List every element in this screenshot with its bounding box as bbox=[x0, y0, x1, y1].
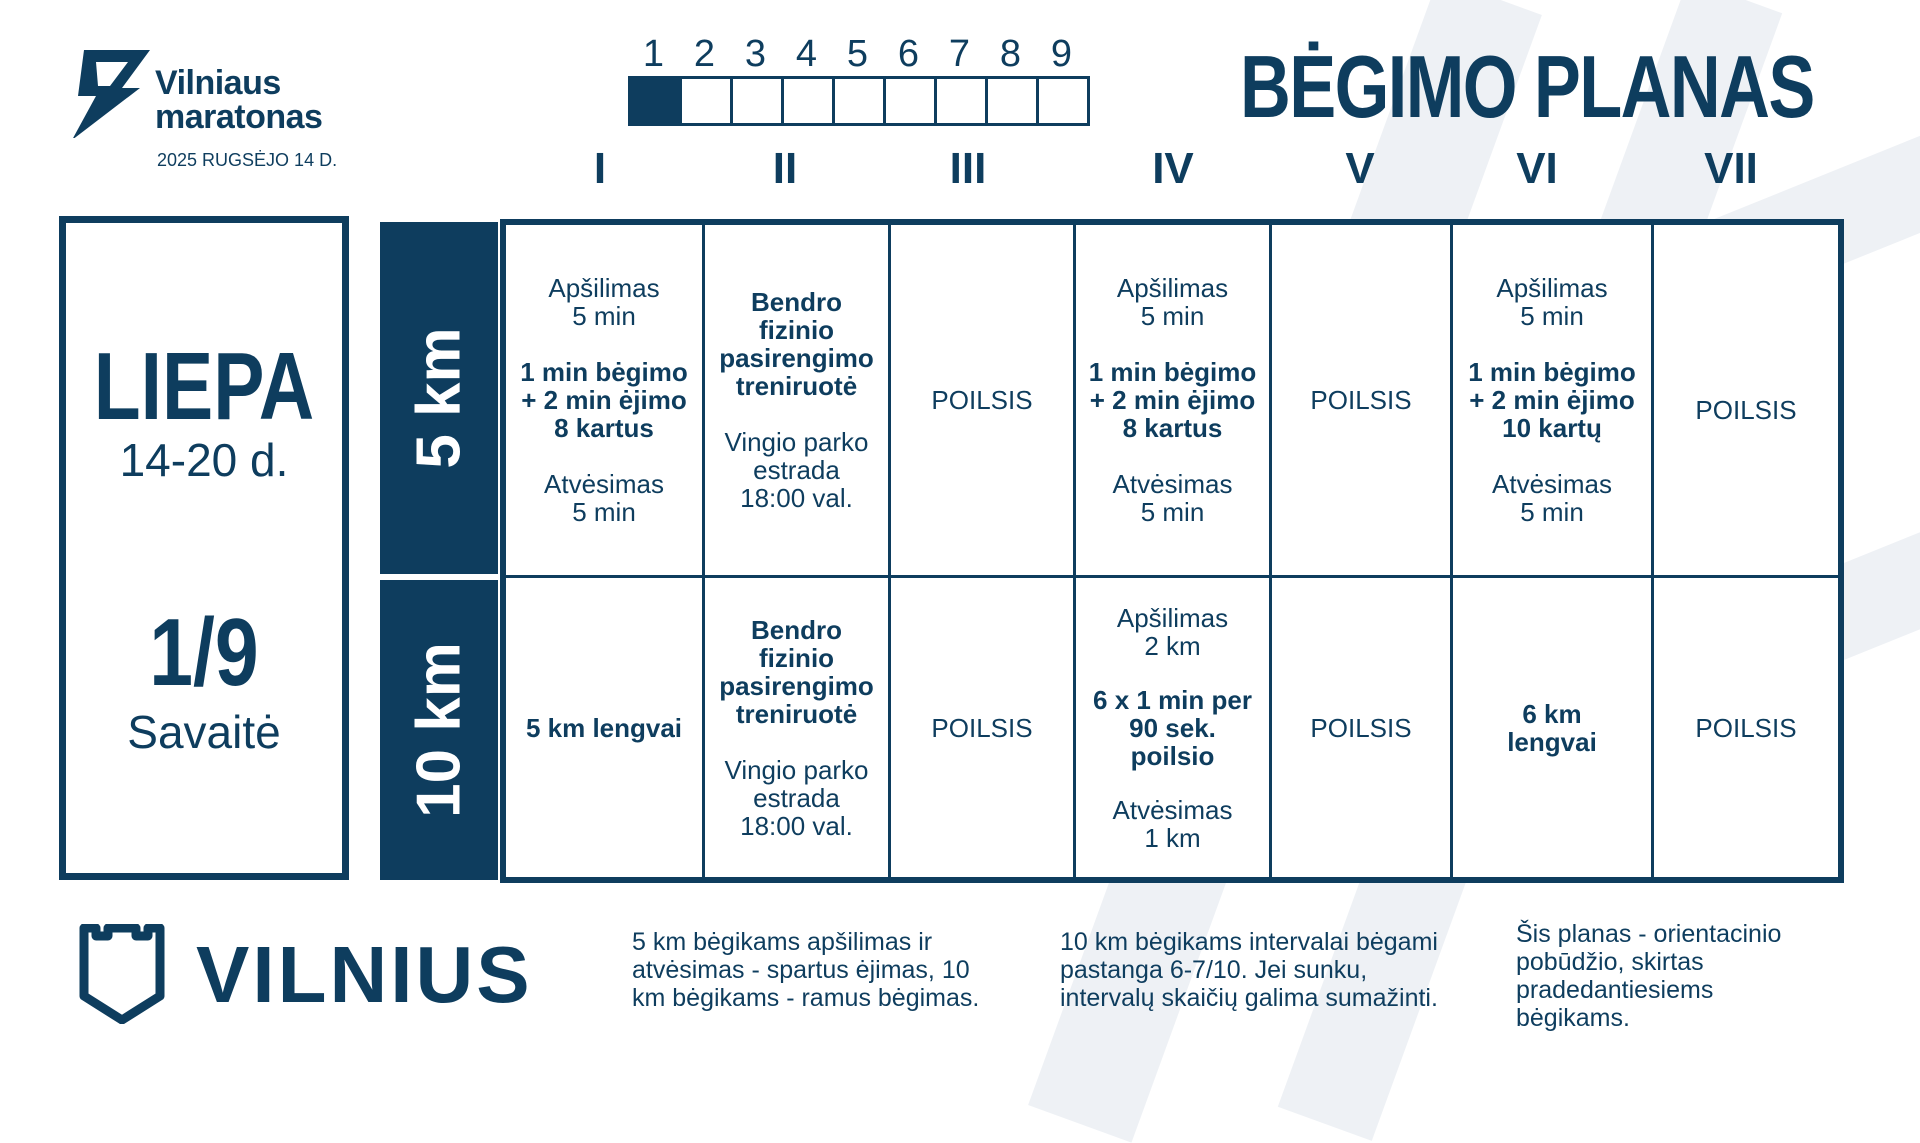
week-label: Savaitė bbox=[127, 706, 281, 758]
training-plan-table bbox=[500, 219, 1844, 883]
day-header-5: V bbox=[1345, 144, 1375, 193]
cell-10km-day1 bbox=[506, 578, 702, 877]
cell-line: lengvai bbox=[1507, 726, 1597, 757]
week-progress-box bbox=[886, 79, 937, 123]
footnote-warmup bbox=[632, 928, 979, 1012]
cell-10km-day6 bbox=[1453, 578, 1651, 877]
cell-line: fizinio bbox=[758, 315, 835, 345]
cell-line: 6 km bbox=[1522, 698, 1582, 729]
cell-10km-day3 bbox=[891, 578, 1073, 877]
page-title: BĖGIMO PLANAS bbox=[1240, 37, 1814, 136]
rest-label: POILSIS bbox=[931, 385, 1033, 415]
cell-line: 1 min bėgimo bbox=[1468, 357, 1636, 387]
footnote-line: pobūdžio, skirtas bbox=[1516, 948, 1704, 976]
cell-line: Apšilimas bbox=[1496, 273, 1608, 303]
event-date: 2025 RUGSĖJO 14 D. bbox=[157, 150, 338, 170]
cell-line: 1 km bbox=[1144, 822, 1201, 853]
week-number: 3 bbox=[744, 33, 767, 75]
cell-line: 5 km lengvai bbox=[525, 712, 683, 743]
week-progress-box bbox=[784, 79, 835, 123]
cell-line: 18:00 val. bbox=[740, 483, 853, 513]
day-header-3: III bbox=[949, 144, 987, 193]
rest-label: POILSIS bbox=[1695, 712, 1797, 743]
footnote-line: 5 km bėgikams apšilimas ir bbox=[632, 928, 933, 956]
week-progress-box bbox=[682, 79, 733, 123]
cell-line: 6 x 1 min per bbox=[1093, 684, 1252, 715]
week-progress-box bbox=[1039, 79, 1087, 123]
cell-line: Apšilimas bbox=[548, 273, 660, 303]
footnote-line: atvėsimas - spartus ėjimas, 10 bbox=[632, 956, 970, 984]
distance-label-5km: 5 km bbox=[404, 327, 474, 469]
cell-line: Atvėsimas bbox=[544, 469, 664, 499]
week-number: 1 bbox=[642, 33, 665, 75]
rest-label: POILSIS bbox=[1310, 712, 1412, 743]
footnote-line: intervalų skaičių galima sumažinti. bbox=[1060, 984, 1438, 1012]
week-progress-box bbox=[937, 79, 988, 123]
rest-label: POILSIS bbox=[1695, 395, 1797, 425]
distance-bar-5km bbox=[380, 222, 498, 574]
cell-5km-day5 bbox=[1272, 225, 1450, 575]
cell-line: 2 km bbox=[1144, 630, 1201, 661]
week-number: 9 bbox=[1050, 33, 1073, 75]
cell-line: Apšilimas bbox=[1116, 602, 1229, 633]
cell-line: fizinio bbox=[758, 642, 835, 673]
week-progress-numbers bbox=[628, 34, 1087, 74]
day-header-4: IV bbox=[1152, 144, 1194, 193]
week-number: 4 bbox=[795, 33, 818, 75]
cell-5km-day4 bbox=[1076, 225, 1269, 575]
footnote-line: pradedantiesiems bbox=[1516, 976, 1714, 1004]
day-header-7: VII bbox=[1704, 144, 1758, 193]
cell-5km-day7 bbox=[1654, 225, 1838, 595]
cell-line: + 2 min ėjimo bbox=[1469, 385, 1635, 415]
day-header-1: I bbox=[593, 144, 607, 193]
cell-10km-day7 bbox=[1654, 578, 1838, 877]
cell-line: 8 kartus bbox=[1122, 413, 1223, 443]
cell-line: Vingio parko bbox=[724, 754, 869, 785]
footnote-line: km bėgikams - ramus bėgimas. bbox=[632, 984, 980, 1012]
week-progress-box bbox=[631, 79, 682, 123]
cell-line: Atvėsimas bbox=[1112, 469, 1233, 499]
week-number: 7 bbox=[948, 33, 971, 75]
footnote-line: bėgikams. bbox=[1516, 1004, 1630, 1032]
cell-line: Apšilimas bbox=[1116, 273, 1229, 303]
week-progress-box bbox=[733, 79, 784, 123]
rest-label: POILSIS bbox=[1310, 385, 1412, 415]
cell-10km-day5 bbox=[1272, 578, 1450, 877]
day-header-2: II bbox=[772, 144, 798, 193]
week-progress-bar bbox=[628, 76, 1090, 126]
cell-line: treniruotė bbox=[735, 698, 858, 729]
footnote-line: pastanga 6-7/10. Jei sunku, bbox=[1060, 956, 1368, 984]
cell-line: 5 min bbox=[1140, 497, 1205, 527]
distance-label-10km: 10 km bbox=[404, 642, 474, 818]
rest-label: POILSIS bbox=[931, 712, 1033, 743]
city-logo-text: VILNIUS bbox=[196, 930, 533, 1019]
cell-line: 5 min bbox=[1520, 497, 1584, 527]
day-header-6: VI bbox=[1516, 144, 1558, 193]
cell-line: 8 kartus bbox=[554, 413, 654, 443]
cell-line: + 2 min ėjimo bbox=[521, 385, 687, 415]
cell-line: Bendro bbox=[751, 287, 842, 317]
cell-line: Atvėsimas bbox=[1492, 469, 1612, 499]
cell-5km-day6 bbox=[1453, 225, 1651, 575]
week-fraction: 1/9 bbox=[149, 599, 259, 706]
cell-5km-day1 bbox=[506, 225, 702, 575]
logo-line-1: Vilniaus bbox=[155, 64, 281, 102]
cell-line: poilsio bbox=[1130, 740, 1215, 771]
week-number: 5 bbox=[846, 33, 869, 75]
footnote-intervals bbox=[1060, 928, 1438, 1012]
logo-line-2: maratonas bbox=[155, 98, 323, 136]
cell-line: 10 kartų bbox=[1502, 413, 1602, 443]
cell-line: 5 min bbox=[572, 497, 636, 527]
week-progress-box bbox=[988, 79, 1039, 123]
cell-10km-day4 bbox=[1076, 578, 1269, 877]
cell-line: Bendro bbox=[751, 614, 842, 645]
cell-line: Vingio parko bbox=[724, 427, 869, 457]
period-panel bbox=[59, 216, 349, 880]
distance-bar-10km bbox=[380, 580, 498, 880]
cell-5km-day3 bbox=[891, 225, 1073, 575]
week-number: 2 bbox=[693, 33, 716, 75]
cell-line: pasirengimo bbox=[719, 343, 874, 373]
footnote-disclaimer bbox=[1516, 920, 1781, 1032]
brand-logo-text bbox=[155, 66, 322, 134]
cell-line: estrada bbox=[753, 782, 840, 813]
cell-line: + 2 min ėjimo bbox=[1089, 385, 1256, 415]
cell-line: treniruotė bbox=[735, 371, 858, 401]
cell-line: Atvėsimas bbox=[1112, 794, 1233, 825]
week-number: 6 bbox=[897, 33, 920, 75]
cell-line: 1 min bėgimo bbox=[1088, 357, 1257, 387]
footnote-line: 10 km bėgikams intervalai bėgami bbox=[1060, 928, 1438, 956]
week-number: 8 bbox=[999, 33, 1022, 75]
month-dates: 14-20 d. bbox=[119, 434, 289, 486]
cell-5km-day2 bbox=[705, 225, 888, 575]
month-label: LIEPA bbox=[93, 333, 315, 440]
marathon-logo-icon bbox=[62, 48, 152, 138]
cell-line: 5 min bbox=[1520, 301, 1584, 331]
cell-line: 18:00 val. bbox=[740, 810, 853, 841]
cell-line: pasirengimo bbox=[719, 670, 874, 701]
week-progress-box bbox=[835, 79, 886, 123]
footnote-line: Šis planas - orientacinio bbox=[1516, 920, 1782, 948]
cell-line: estrada bbox=[753, 455, 840, 485]
cell-line: 1 min bėgimo bbox=[520, 357, 688, 387]
cell-10km-day2 bbox=[705, 578, 888, 877]
cell-line: 5 min bbox=[1140, 301, 1205, 331]
castle-tower-icon bbox=[78, 924, 166, 1024]
cell-line: 90 sek. bbox=[1129, 712, 1216, 743]
cell-line: 5 min bbox=[572, 301, 636, 331]
